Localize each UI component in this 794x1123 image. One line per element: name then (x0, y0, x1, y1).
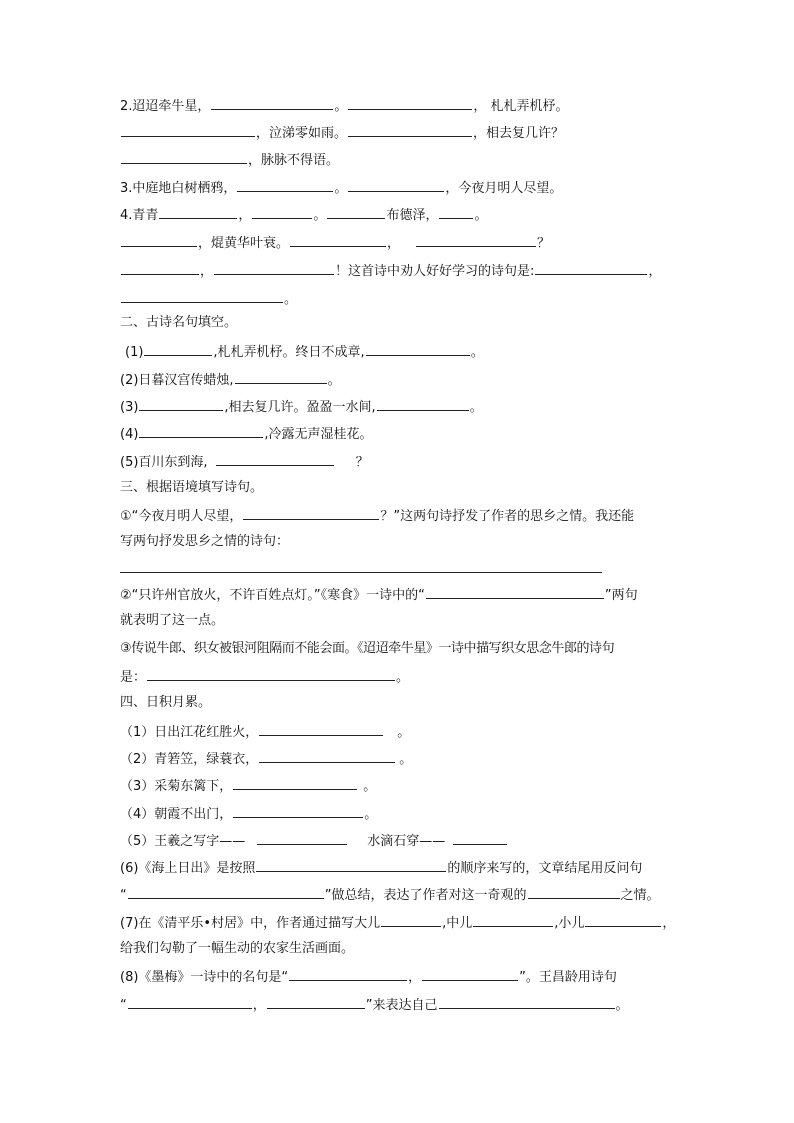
s4-item-5 (120, 831, 680, 851)
text: ②“只许州官放火，不许百姓点灯。”《寒食》一诗中的“ (120, 588, 425, 603)
text: 水滴石穿—— (367, 834, 446, 849)
blank-field[interactable] (257, 831, 347, 845)
text: ， (648, 264, 662, 279)
s4-item-6-line-2 (120, 885, 680, 905)
text: 3.中庭地白树栖鸦， (120, 181, 237, 196)
blank-field[interactable] (585, 913, 661, 927)
blank-field[interactable] (256, 858, 446, 872)
s4-item-8-line-2 (120, 995, 680, 1015)
q2-line-1 (120, 96, 680, 116)
text: ， (200, 264, 214, 279)
text: ,冷露无声湿桂花。 (264, 427, 373, 442)
text: （5）王羲之写字—— (120, 834, 246, 849)
text: (3) (120, 400, 139, 415)
blank-field[interactable] (139, 397, 223, 411)
text: 布德泽， (386, 208, 439, 223)
s2-item-2 (120, 370, 680, 390)
blank-field[interactable] (290, 233, 386, 247)
blank-field[interactable] (243, 506, 379, 520)
s4-item-2 (120, 749, 680, 769)
q4-line-4 (120, 289, 680, 309)
text: ,小儿 (554, 916, 585, 931)
blank-field[interactable] (535, 261, 647, 275)
blank-field[interactable] (233, 776, 357, 790)
blank-field[interactable] (252, 205, 312, 219)
blank-field[interactable] (439, 995, 615, 1009)
text: ， (252, 998, 266, 1013)
blank-field[interactable] (144, 342, 212, 356)
blank-field[interactable] (381, 913, 441, 927)
s2-item-5 (120, 452, 680, 472)
s3-item-2-line-1 (120, 585, 680, 605)
text: 。 (396, 670, 410, 685)
text: 4.青青 (120, 208, 159, 223)
blank-field[interactable] (128, 885, 324, 899)
text: （2）青箬笠，绿蓑衣， (120, 752, 259, 767)
text: 。 (364, 807, 378, 822)
text: ,中儿 (442, 916, 473, 931)
blank-field[interactable] (289, 967, 407, 981)
text: ，焜黄华叶衰。 (198, 236, 290, 251)
s4-item-3 (120, 776, 680, 796)
text: (8)《墨梅》一诗中的名句是“ (120, 970, 289, 985)
text: (1) (125, 345, 144, 360)
blank-field[interactable] (147, 667, 395, 681)
blank-field[interactable] (267, 995, 365, 1009)
text: ， (238, 208, 252, 223)
text: (4) (120, 427, 139, 442)
text: ,札札弄机杼。终日不成章, (213, 345, 365, 360)
blank-field[interactable] (259, 749, 395, 763)
s4-item-7-line-2: 给我们勾勒了一幅生动的农家生活画面。 (120, 941, 355, 956)
text: 。 (284, 292, 298, 307)
text: 。 (474, 208, 488, 223)
blank-field[interactable] (366, 342, 470, 356)
s4-item-1 (120, 722, 680, 742)
text: ！这首诗中劝人好好学习的诗句是: (335, 264, 535, 279)
blank-field[interactable] (348, 123, 472, 137)
q4-line-2 (120, 233, 680, 253)
text: 。 (313, 208, 327, 223)
blank-field[interactable] (348, 96, 472, 110)
text: (6)《海上日出》是按照 (120, 861, 256, 876)
s4-item-4 (120, 804, 680, 824)
text: ”。王昌龄用诗句 (519, 970, 617, 985)
blank-field[interactable] (348, 178, 444, 192)
text: ”做总结，表达了作者对这一奇观的 (324, 888, 527, 903)
text: 。 (334, 99, 348, 114)
q4-line-1 (120, 205, 680, 225)
blank-field[interactable] (121, 261, 199, 275)
blank-field[interactable] (377, 397, 469, 411)
section-4-title: 四、日积月累。 (120, 695, 212, 710)
text: （1）日出江花红胜火， (120, 725, 259, 740)
text: 。 (615, 998, 629, 1013)
text: ？ (355, 455, 369, 470)
text: （3）采菊东篱下， (120, 779, 233, 794)
text: 。 (397, 725, 411, 740)
text: ”来表达自己 (365, 998, 438, 1013)
text: 。 (470, 345, 484, 360)
s2-item-3 (120, 397, 680, 417)
blank-field[interactable] (422, 967, 518, 981)
blank-field[interactable] (139, 424, 263, 438)
text: ，泣涕零如雨。 (256, 126, 348, 141)
s4-item-8-line-1 (120, 967, 680, 987)
text: 。 (334, 181, 348, 196)
blank-field[interactable] (214, 261, 334, 275)
text: ，脉脉不得语。 (248, 153, 340, 168)
blank-field[interactable] (211, 96, 333, 110)
text: 之情。 (620, 888, 660, 903)
q2-line-2 (120, 123, 680, 143)
text: 。 (399, 752, 413, 767)
blank-field[interactable] (121, 289, 283, 303)
text: ,相去复几许。盈盈一水间, (224, 400, 376, 415)
text: 。 (327, 373, 341, 388)
text: ， (662, 916, 676, 931)
blank-field[interactable] (453, 831, 507, 845)
blank-field[interactable] (121, 233, 197, 247)
q2-line-3 (120, 150, 680, 170)
blank-field[interactable] (259, 722, 383, 736)
text: “ (120, 998, 127, 1013)
text: 2.迢迢牵牛星， (120, 99, 211, 114)
s3-item-3-line-2 (120, 667, 680, 687)
text: (2)日暮汉宫传蜡烛, (120, 373, 234, 388)
s3-item-1-line-2: 写两句抒发思乡之情的诗句： (120, 534, 290, 549)
s4-item-6-line-1 (120, 858, 680, 878)
blank-field[interactable] (327, 205, 385, 219)
s3-item-2-line-2: 就表明了这一点。 (120, 613, 225, 628)
blank-field[interactable] (235, 370, 327, 384)
s2-item-1 (125, 342, 685, 362)
blank-field[interactable] (121, 150, 247, 164)
section-3-title: 三、根据语境填写诗句。 (120, 480, 264, 495)
s3-item-3-line-1: ③传说牛郎、织女被银河阻隔而不能会面。《迢迢牵牛星》一诗中描写织女思念牛郎的诗句 (120, 641, 615, 656)
text: 。 (469, 400, 483, 415)
q3-line (120, 178, 680, 198)
blank-field[interactable] (121, 123, 255, 137)
blank-field[interactable] (528, 885, 620, 899)
text: ”两句 (604, 588, 638, 603)
blank-field[interactable] (473, 913, 553, 927)
text: 的顺序来写的，文章结尾用反问句 (447, 861, 643, 876)
text: （4）朝霞不出门， (120, 807, 233, 822)
text: ，相去复几许？ (473, 126, 565, 141)
blank-field[interactable] (159, 205, 237, 219)
text: (7)在《清平乐•村居》中，作者通过描写大儿 (120, 916, 381, 931)
blank-field[interactable] (439, 205, 473, 219)
blank-field[interactable] (128, 995, 252, 1009)
text: ， (408, 970, 422, 985)
s2-item-4 (120, 424, 680, 444)
text: (5)百川东到海, (120, 455, 208, 470)
text: ？ (537, 236, 551, 251)
text: 。 (363, 779, 377, 794)
q4-line-3 (120, 261, 680, 281)
blank-field[interactable] (237, 178, 333, 192)
text: ①“今夜月明人尽望， (120, 509, 243, 524)
text: ？”这两句诗抒发了作者的思乡之情。我还能 (380, 509, 635, 524)
section-2-title: 二、古诗名句填空。 (120, 315, 238, 330)
blank-field[interactable] (233, 804, 363, 818)
blank-field[interactable] (426, 585, 604, 599)
text: ，今夜月明人尽望。 (445, 181, 563, 196)
answer-line[interactable] (120, 572, 602, 573)
text: 是： (120, 670, 147, 685)
text: ， (387, 236, 401, 251)
blank-field[interactable] (216, 452, 334, 466)
s4-item-7-line-1 (120, 913, 680, 933)
s3-item-1-line-1 (120, 506, 680, 526)
blank-field[interactable] (416, 233, 536, 247)
text: “ (120, 888, 127, 903)
text: ， 札札弄机杼。 (473, 99, 569, 114)
